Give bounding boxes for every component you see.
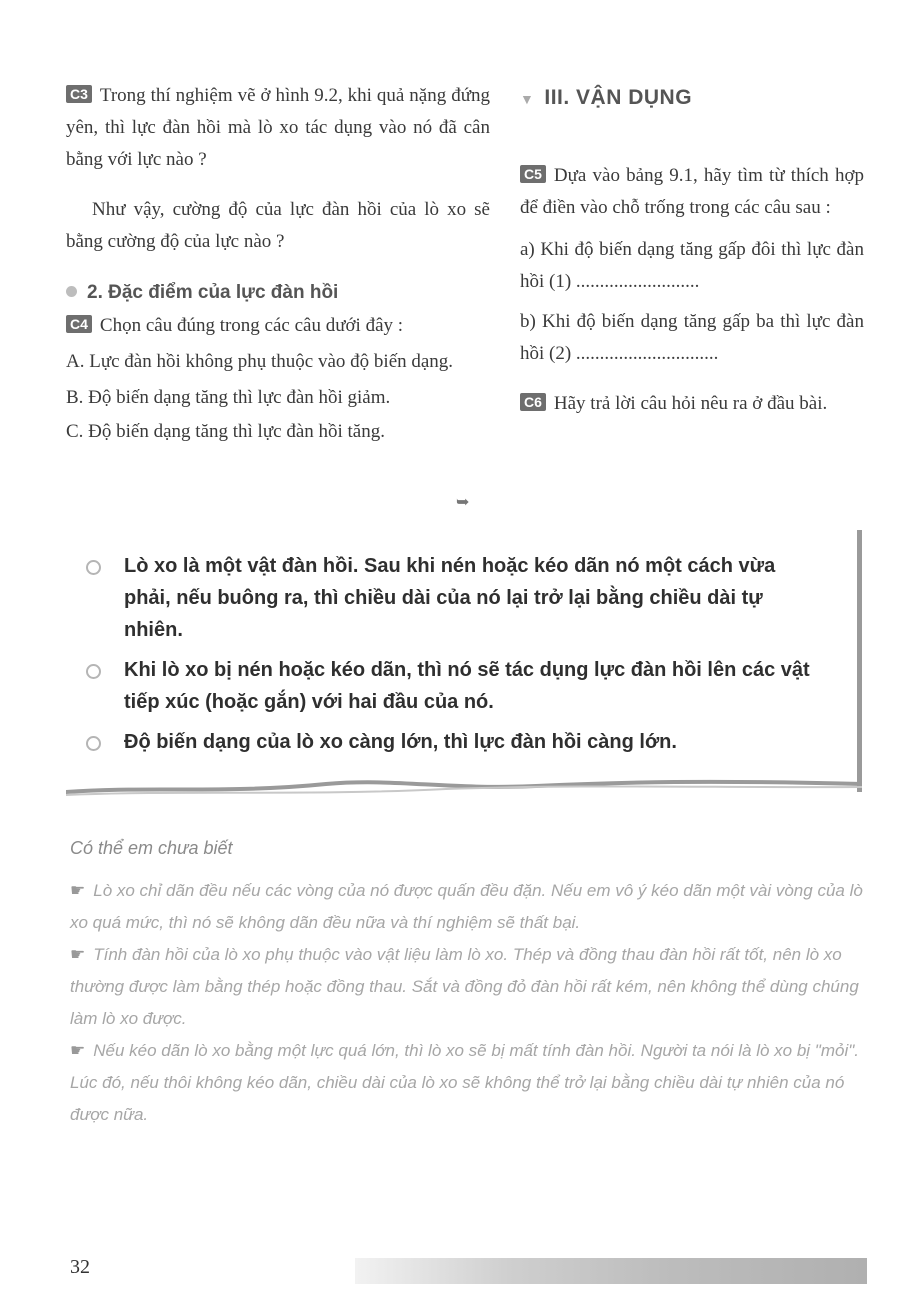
right-column <box>520 80 864 420</box>
c5-item-a: a) Khi độ biến dạng tăng gấp đôi thì lực đàn hồi (1) .......................... <box>520 239 864 292</box>
ring-bullet-icon <box>86 664 101 679</box>
ring-bullet-icon <box>86 736 101 751</box>
did-you-know-title: Có thể em chưa biết <box>70 838 233 858</box>
did-you-know-paragraph: ☛ Nếu kéo dãn lò xo bằng một lực quá lớn, thì lò xo sẽ bị mất tính đàn hồi. Người ta nói là lò xo bị "mỏi". Lúc đó, nếu thôi không kéo dãn, chiều dài của lò xo sẽ không thể trở lại bằng chiều dài tự nhiên của nó được nữa. <box>70 1041 859 1124</box>
summary-list <box>66 530 862 758</box>
pointing-hand-icon: ☛ <box>70 945 86 964</box>
pointing-hand-icon: ☛ <box>70 1041 86 1060</box>
c4-badge: C4 <box>66 315 92 333</box>
triangle-icon: ▼ <box>520 91 535 107</box>
did-you-know-paragraph: ☛ Lò xo chỉ dãn đều nếu các vòng của nó được quấn đều đặn. Nếu em vô ý kéo dãn một vài vòng của lò xo quá mức, thì nó sẽ không dãn đều nữa và thí nghiệm sẽ thất bại. <box>70 881 863 932</box>
did-you-know-paragraph: ☛ Tính đàn hồi của lò xo phụ thuộc vào vật liệu làm lò xo. Thép và đồng thau đàn hồi rất tốt, nên lò xo thường được làm bằng thép hoặc đồng thau. Sắt và đồng đỏ đàn hồi rất kém, nên không thể dùng chúng làm lò xo được. <box>70 945 859 1028</box>
c4-option-b: B. Độ biến dạng tăng thì lực đàn hồi giảm. <box>66 387 391 408</box>
c4-option-c: C. Độ biến dạng tăng thì lực đàn hồi tăng. <box>66 421 385 442</box>
c3-question-text: Trong thí nghiệm vẽ ở hình 9.2, khi quả nặng đứng yên, thì lực đàn hồi mà lò xo tác dụng vào nó đã cân bằng với lực nào ? <box>66 85 490 170</box>
c3-question <box>66 80 490 176</box>
footer-decorative-band <box>355 1258 867 1284</box>
page-number: 32 <box>70 1256 90 1278</box>
c5-prompt-text: Dựa vào bảng 9.1, hãy tìm từ thích hợp để điền vào chỗ trống trong các câu sau : <box>520 165 864 218</box>
c6-badge: C6 <box>520 393 546 411</box>
continue-arrow-icon: ➥ <box>456 494 470 511</box>
c3-followup: Như vậy, cường độ của lực đàn hồi của lò xo sẽ bằng cường độ của lực nào ? <box>66 199 490 252</box>
c5-item-b: b) Khi độ biến dạng tăng gấp ba thì lực đàn hồi (2) .............................. <box>520 311 864 364</box>
c3-badge: C3 <box>66 85 92 103</box>
c4-prompt-text: Chọn câu đúng trong các câu dưới đây : <box>99 315 404 336</box>
ring-bullet-icon <box>86 560 101 575</box>
c4-prompt <box>66 310 490 342</box>
c5-prompt <box>520 160 864 224</box>
summary-bottom-brush-line <box>66 772 862 802</box>
section-title: ▼ III. VẬN DỤNG <box>520 86 693 109</box>
summary-box <box>66 530 862 798</box>
pointing-hand-icon: ☛ <box>70 881 86 900</box>
summary-side-rule <box>857 530 862 792</box>
c4-option-a: A. Lực đàn hồi không phụ thuộc vào độ biến dạng. <box>66 351 454 372</box>
summary-item: Khi lò xo bị nén hoặc kéo dãn, thì nó sẽ tác dụng lực đàn hồi lên các vật tiếp xúc (hoặc gắn) với hai đầu của nó. <box>86 654 822 718</box>
c6-text <box>520 388 864 420</box>
bullet-dot-icon <box>66 286 77 297</box>
did-you-know-section <box>70 838 866 1131</box>
c6-text-body: Hãy trả lời câu hỏi nêu ra ở đầu bài. <box>553 393 828 414</box>
c5-badge: C5 <box>520 165 546 183</box>
summary-item: Độ biến dạng của lò xo càng lớn, thì lực đàn hồi càng lớn. <box>86 726 822 758</box>
subheading: 2. Đặc điểm của lực đàn hồi <box>66 278 490 308</box>
summary-item: Lò xo là một vật đàn hồi. Sau khi nén hoặc kéo dãn nó một cách vừa phải, nếu buông ra, thì chiều dài của nó lại trở lại bằng chiều dài tự nhiên. <box>86 550 822 646</box>
left-column <box>66 80 490 448</box>
